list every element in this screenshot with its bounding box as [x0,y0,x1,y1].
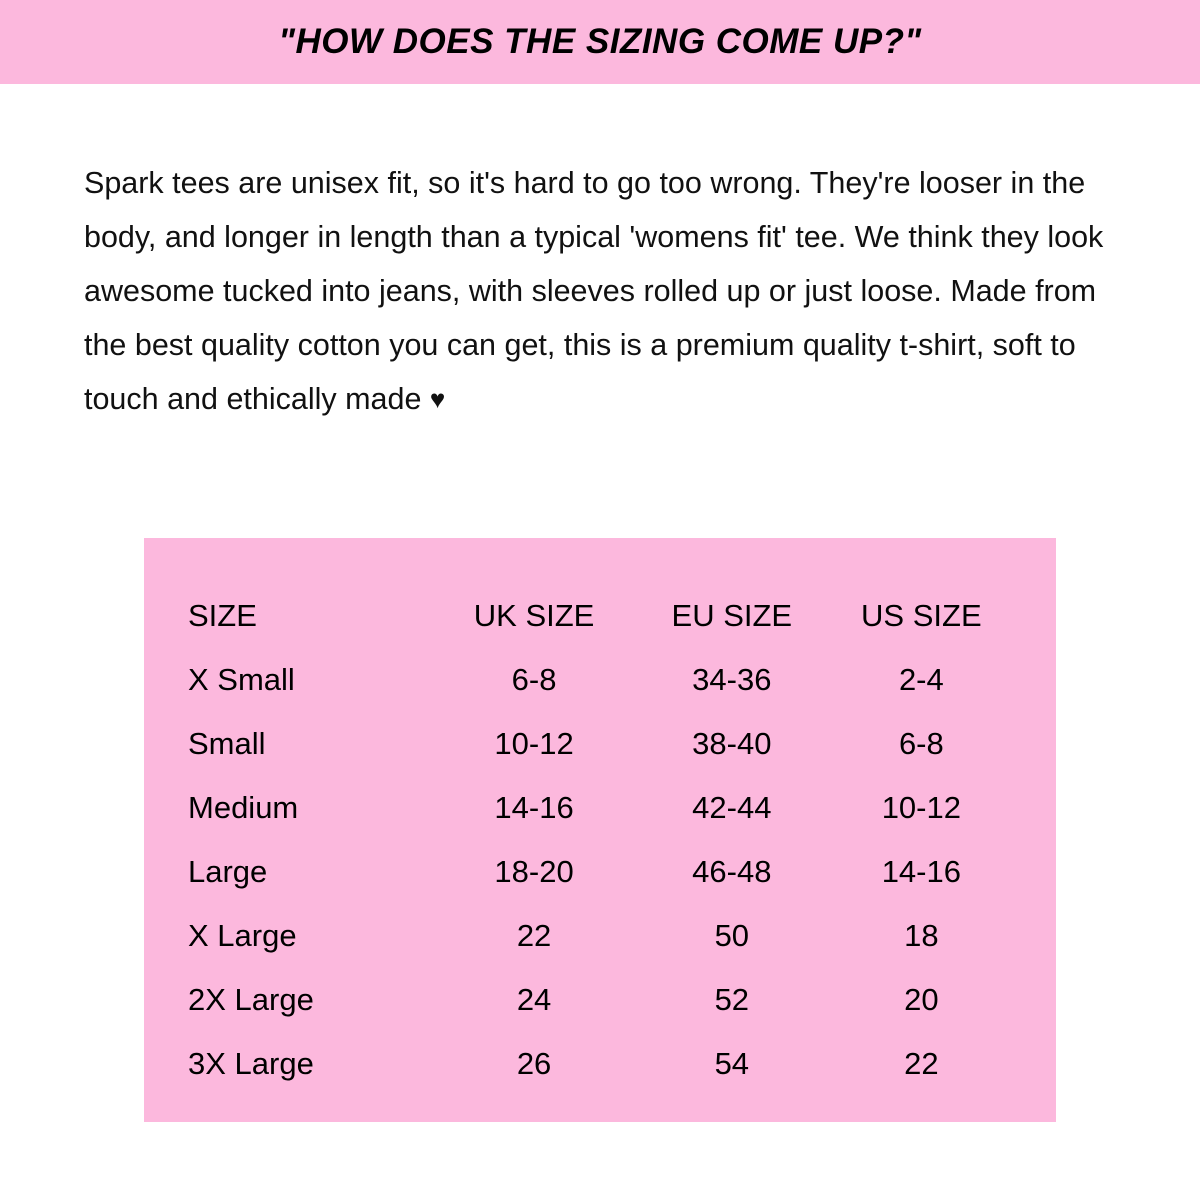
intro-paragraph [84,156,1114,426]
cell-eu: 54 [714,1046,750,1081]
cell-size: X Small [188,662,295,697]
cell-uk: 24 [516,982,552,1017]
column-header-uk-size: UK SIZE [473,598,595,633]
table-row [188,840,1012,904]
cell-us: 20 [904,982,939,1017]
size-chart-card [144,538,1056,1122]
size-chart-table [188,584,1012,1096]
header-banner [0,0,1200,84]
cell-uk: 10-12 [494,726,574,761]
table-row [188,904,1012,968]
table-row [188,776,1012,840]
cell-eu: 50 [714,918,750,953]
table-row [188,968,1012,1032]
table-row [188,648,1012,712]
cell-size: Medium [188,790,299,825]
cell-uk: 18-20 [494,854,574,889]
cell-eu: 52 [714,982,750,1017]
cell-size: 3X Large [188,1046,314,1081]
heart-icon: ♥ [429,384,446,414]
cell-eu: 38-40 [692,726,772,761]
cell-us: 10-12 [881,790,961,825]
size-chart-header [188,584,1012,648]
table-header-row [188,584,1012,648]
cell-uk: 14-16 [494,790,574,825]
intro-text: Spark tees are unisex fit, so it's hard to go too wrong. They're looser in the body, and longer in length than a typical 'womens fit' tee. We think they look awesome tucked into jeans, with sleeves rolled up or just loose. Made from the best quality cotton you can get, this is a premium quality t-shirt, soft to touch and ethically made [84,166,1104,416]
cell-size: 2X Large [188,982,314,1017]
page-title: "HOW DOES THE SIZING COME UP?" [278,22,922,61]
table-row [188,1032,1012,1096]
cell-us: 6-8 [898,726,944,761]
cell-us: 14-16 [881,854,961,889]
column-header-us-size: US SIZE [861,598,982,633]
table-row [188,712,1012,776]
column-header-eu-size: EU SIZE [671,598,793,633]
cell-uk: 22 [516,918,552,953]
cell-eu: 42-44 [692,790,772,825]
cell-size: Small [188,726,266,761]
size-chart-body [188,648,1012,1096]
cell-us: 18 [904,918,939,953]
cell-us: 2-4 [898,662,944,697]
cell-eu: 34-36 [692,662,772,697]
cell-size: Large [188,854,268,889]
cell-eu: 46-48 [692,854,772,889]
column-header-size: SIZE [188,598,257,633]
cell-uk: 26 [516,1046,552,1081]
cell-size: X Large [188,918,297,953]
cell-uk: 6-8 [511,662,557,697]
cell-us: 22 [904,1046,939,1081]
